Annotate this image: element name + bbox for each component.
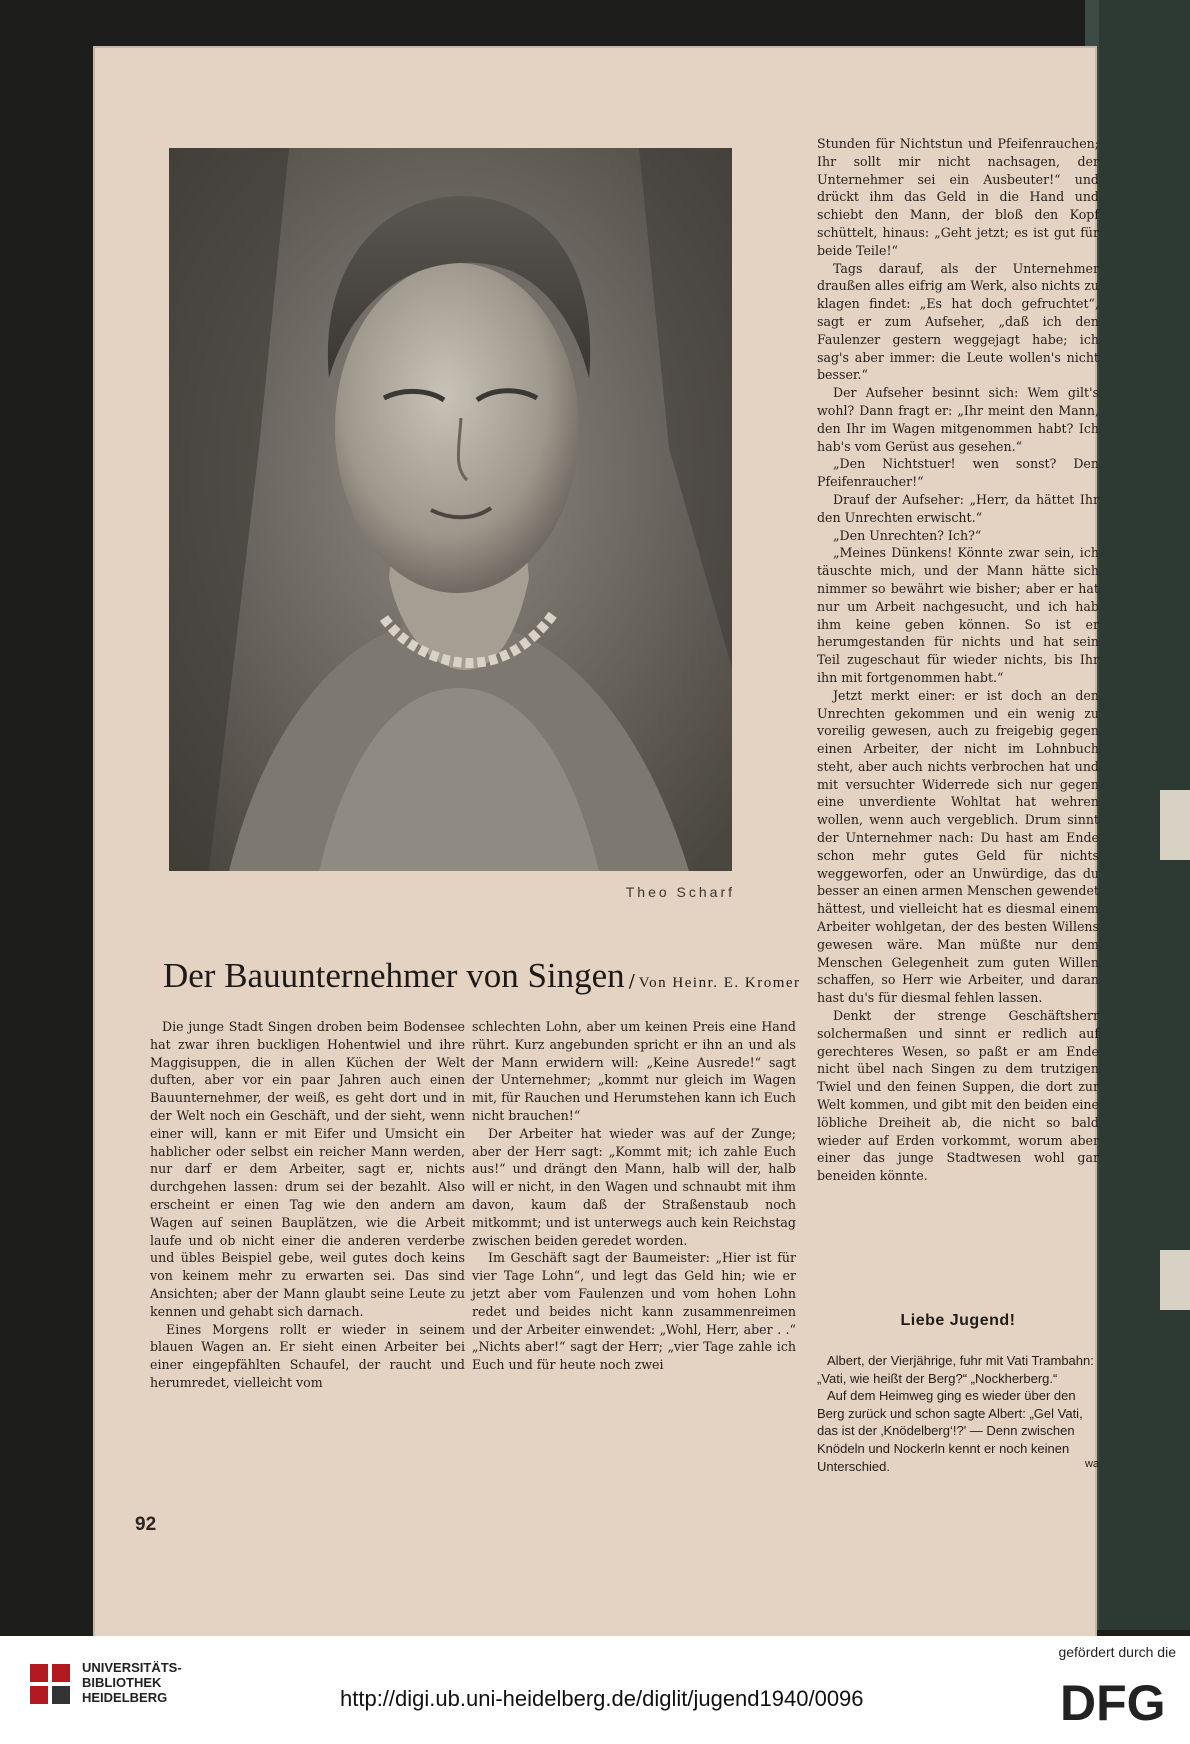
paragraph: „Meines Dünkens! Könnte zwar sein, ich täuschte mich, und der Mann hätte sich nimmer so bewährt wie bisher; aber er hat nur um Arbeit nachgesucht, und ich hab ihm keine geben können. So ist er herumgestanden für nichts und hat sein Teil zugeschaut für wieder nichts, bis Ihr ihn mit fortgenommen habt.“ [817,545,1099,685]
library-name-line: HEIDELBERG [82,1690,168,1705]
paragraph: Stunden für Nichtstun und Pfeifenrauchen; Ihr sollt mir nicht nachsagen, der Unternehmer sei ein Ausbeuter!“ und drückt ihm das Geld in die Hand und schiebt den Mann, der bloß den Kopf schüttelt, hinaus: „Geht jetzt; es ist gut für beide Teile!“ [817,136,1099,258]
dfg-logo-icon [1060,1676,1178,1724]
article-column-3 [817,135,1099,1185]
page-number: 92 [135,1514,157,1535]
byline-separator: / [628,971,635,992]
cover-label [1160,790,1190,860]
paragraph: „Den Unrechten? Ich?“ [833,527,982,543]
liebe-jugend-heading: Liebe Jugend! [900,1312,1016,1329]
paragraph: Tags darauf, als der Unternehmer draußen alles eifrig am Werk, also nichts zu klagen findet: „Es hat doch gefruchtet“, sagt er zum Aufseher, „daß ich den Faulenzer gestern weggejagt habe; ich sag's aber immer: die Leute wollen's nicht besser.“ [817,260,1099,383]
library-name-line: UNIVERSITÄTS- [82,1660,182,1675]
portrait-illustration [169,148,732,871]
library-name-line: BIBLIOTHEK [82,1675,162,1690]
library-name [82,1660,182,1705]
permalink-url[interactable]: http://digi.ub.uni-heidelberg.de/diglit/jugend1940/0096 [340,1686,864,1711]
magazine-page [95,48,1099,1638]
paragraph: Eines Morgens rollt er wieder in seinem blauen Wagen an. Er sieht einen Arbeiter bei einer eingepfählten Schaufel, der raucht und herumredet, vielleicht vom [150,1321,465,1390]
paragraph: Der Arbeiter hat wieder was auf der Zunge; aber der Herr sagt: „Kommt mit; ich zahle Euch aus!“ und drängt den Mann, halb will der, halb will er nicht, in den Wagen und schnaubt mit ihm davon, kaum daß der Straßenstaub noch mitkommt; und ist unterwegs auch kein Reichstag zwischen beiden geredet worden. [472,1125,796,1248]
dfg-logo-text: DFG [1060,1676,1166,1724]
author-initials: wa [1084,1458,1099,1471]
paragraph: Der Aufseher besinnt sich: Wem gilt's wohl? Dann fragt er: „Ihr meint den Mann, den Ihr im Wagen mitgenommen habt? Ich hab's vom Gerüst aus gesehen.“ [817,385,1099,454]
paragraph: Auf dem Heimweg ging es wieder über den Berg zurück und schon sagte Albert: „Gel Vati, das ist der ‚Knödelberg‘!?' — Denn zwischen Knödeln und Nockerln kennt er noch keinen Unterschied. [817,1388,1083,1474]
liebe-jugend-box [817,1312,1099,1474]
paragraph: Drauf der Aufseher: „Herr, da hättet Ihr den Unrechten erwischt.“ [817,491,1099,525]
article-title: Der Bauunternehmer von Singen [163,956,625,995]
cover-label [1160,1250,1190,1310]
funded-by-text: gefördert durch die [1058,1644,1176,1660]
paragraph: Albert, der Vierjährige, fuhr mit Vati Trambahn: „Vati, wie heißt der Berg?“ „Nockherberg.“ [817,1353,1094,1386]
artist-caption: Theo Scharf [625,884,735,900]
article-byline: Von Heinr. E. Kromer [638,975,801,991]
paragraph: Denkt der strenge Geschäftsherr solchermaßen und sinnt er redlich auf gerechteres Wesen, so paßt er am Ende nicht übel nach Singen zu dem trutzigen Twiel und den feinen Suppen, die dort zur Welt kommen, und gibt mit den beiden eine löbliche Dreiheit ab, die nicht so bald wieder auf Erden vorkommt, worum aber einer das junge Stadtwesen wohl gar beneiden könnte. [817,1008,1099,1184]
university-library-logo-icon [28,1662,72,1706]
article-headline [163,956,801,996]
paragraph: Die junge Stadt Singen droben beim Bodensee hat zwar ihren buckligen Hohentwiel und ihre Maggisuppen, die in allen Küchen der Welt duften, aber vor ein paar Jahren auch einen Bauunternehmer, der weiß, es geht dort und in der Welt noch ein Geschäft, und der sieht, wenn einer will, kann er mit Eifer und Umsicht ein hablicher oder selbst ein reicher Mann werden, nur darf er dem Arbeiter, sagt er, nichts durchgehen lassen: drum sei der bezahlt. Also erscheint er einen Tag wie den andern am Wagen auf seinen Bauplätzen, wie die Arbeit laufe und ob nicht einer die anderen verderbe und übles Beispiel gebe, weil gutes doch keins von keinem mehr zu erwarten sei. Das sind Ansichten; aber der Mann glaubt seine Leute zu kennen und gehabt sich darnach. [150,1019,465,1319]
paragraph: Jetzt merkt einer: er ist doch an den Unrechten gekommen und ein wenig zu voreilig gewesen, auch zu freigebig gegen einen Arbeiter, der nicht im Lohnbuch steht, aber auch nichts verbrochen hat und mit versuchter Widerrede sich nur gegen eine unverdiente Wohltat hat wehren wollen, wenn auch vergeblich. Drum sinnt der Unternehmer nach: Du hast am Ende schon mehr gutes Geld für nichts weggeworfen, oder an Unwürdige, das du besser an einen armen Menschen gewendet hättest, und vielleicht hat es diesmal einem Arbeiter wohlgetan, der des besten Willens gewesen wäre. Man müßte nur dem Menschen Gelegenheit zum guten Willen schaffen, so Herr wie Arbeiter, und daran hast du's für diesmal fehlen lassen. [817,687,1099,1006]
article-column-2 [472,1018,796,1374]
portrait-drawing [169,148,732,871]
article-column-1 [150,1018,465,1392]
paragraph: Im Geschäft sagt der Baumeister: „Hier ist für vier Tage Lohn“, und legt das Geld hin; wie er jetzt aber vom Faulenzen und vom hohen Lohn redet und beides nicht kann zusammenreimen und der Arbeiter einwendet: „Wohl, Herr, aber . .“ „Nichts aber!“ sagt der Herr; „vier Tage zahle ich Euch und für heute noch zwei [472,1250,796,1373]
paragraph: „Den Nichtstuer! wen sonst? Den Pfeifenraucher!“ [817,456,1099,490]
footer-bar [0,1636,1190,1744]
paragraph: schlechten Lohn, aber um keinen Preis eine Hand rührt. Kurz angebunden spricht er ihn an und als der Mann erwidern will: „Keine Ausrede!“ sagt der Unternehmer; „kommt nur gleich im Wagen mit, für Rauchen und Herumstehen kann ich Euch nicht brauchen!“ [472,1019,796,1123]
